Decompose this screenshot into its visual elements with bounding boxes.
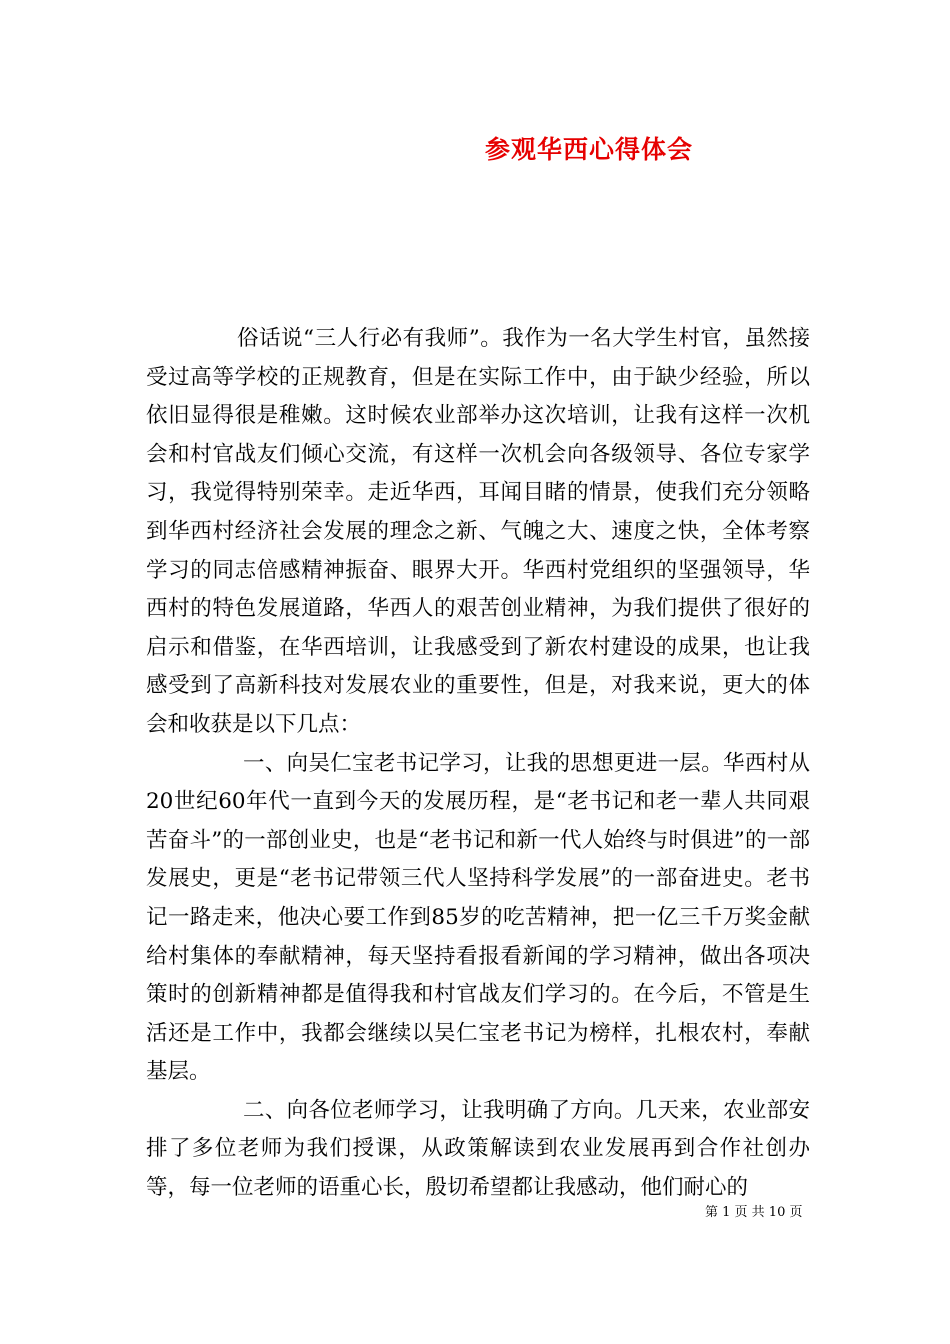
paragraph-intro: 俗话说“三人行必有我师”。我作为一名大学生村官，虽然接受过高等学校的正规教育，但是在实际工作中，由于缺少经验，所以依旧显得很是稚嫩。这时候农业部举办这次培训，让我有这样一次机会和村官战友们倾心交流，有这样一次机会向各级领导、各位专家学习，我觉得特别荣幸。走近华西，耳闻目睹的情景，使我们充分领略到华西村经济社会发展的理念之新、气魄之大、速度之快，全体考察学习的同志倍感精神振奋、眼界大开。华西村党组织的坚强领导，华西村的特色发展道路，华西人的艰苦创业精神，为我们提供了很好的启示和借鉴，在华西培训，让我感受到了新农村建设的成果，也让我感受到了高新科技对发展农业的重要性，但是，对我来说，更大的体会和收获是以下几点： (146, 326, 810, 737)
document-body (146, 320, 810, 1208)
document-title: 参观华西心得体会 (484, 135, 693, 164)
paragraph-point-one: 一、向吴仁宝老书记学习，让我的思想更进一层。华西村从20世纪60年代一直到今天的发展历程，是“老书记和老一辈人共同艰苦奋斗”的一部创业史，也是“老书记和新一代人始终与时俱进”的一部发展史，更是“老书记带领三代人坚持科学发展”的一部奋进史。老书记一路走来，他决心要工作到85岁的吃苦精神，把一亿三千万奖金献给村集体的奉献精神，每天坚持看报看新闻的学习精神，做出各项决策时的创新精神都是值得我和村官战友们学习的。在今后，不管是生活还是工作中，我都会继续以吴仁宝老书记为榜样，扎根农村，奉献基层。 (146, 750, 810, 1085)
page-number-footer: 第 1 页 共 10 页 (705, 1205, 803, 1220)
paragraph-point-two: 二、向各位老师学习，让我明确了方向。几天来，农业部安排了多位老师为我们授课，从政策解读到农业发展再到合作社创办等，每一位老师的语重心长，殷切希望都让我感动，他们耐心的 (146, 1097, 810, 1201)
